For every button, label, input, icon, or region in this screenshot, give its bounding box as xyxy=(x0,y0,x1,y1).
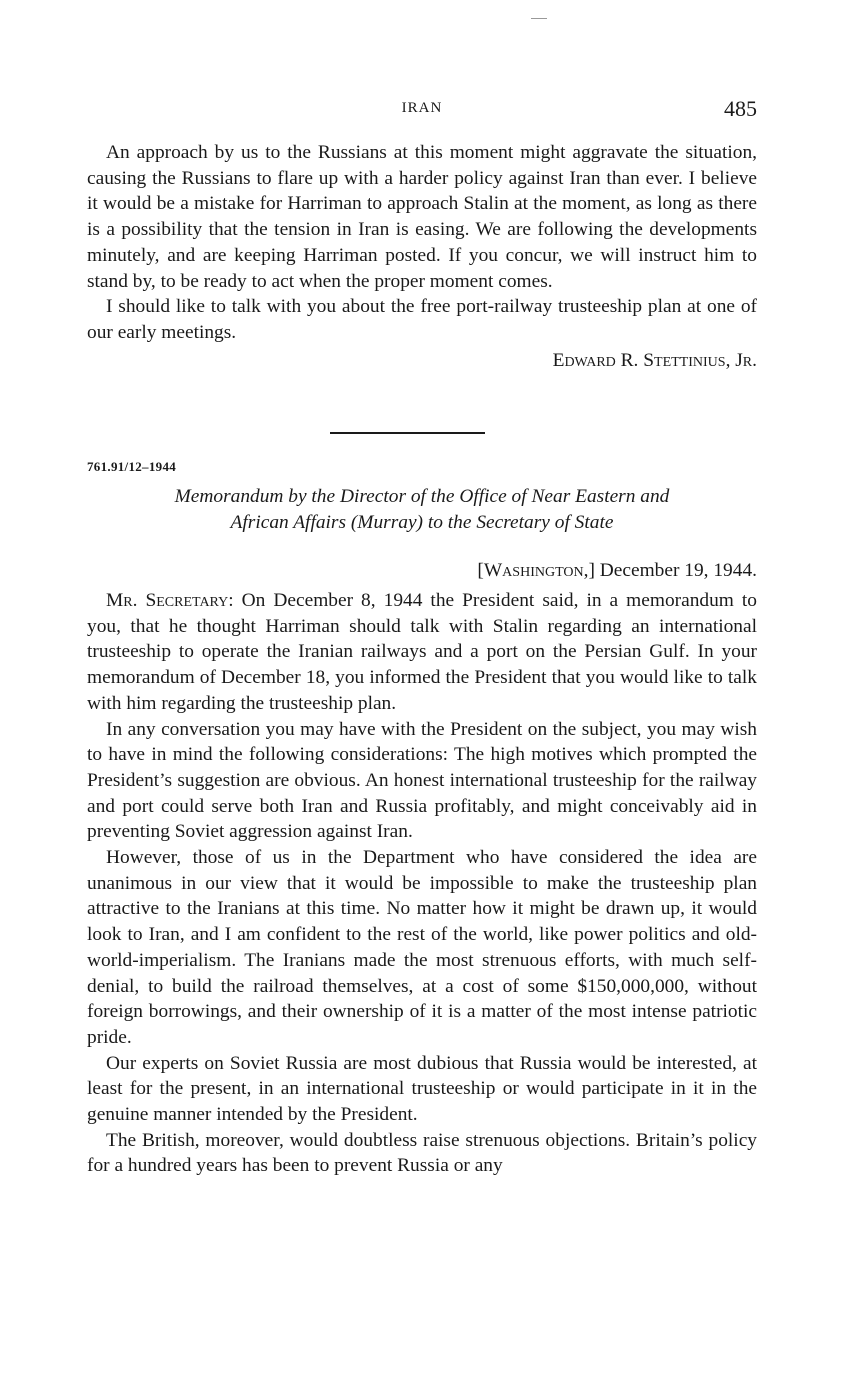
memo-paragraph: In any conversation you may have with the President on the subject, you may wish to have in mind the following considerations: The high motives which prompted the President’s suggestion are obvious. An honest international trusteeship for the railway and port could serve both Iran and Russia profitably, and might conceivably aid in preventing Soviet aggression against Iran. xyxy=(87,718,757,843)
memo-body xyxy=(87,588,757,1179)
page-number: 485 xyxy=(724,96,757,121)
file-number: 761.91/12–1944 xyxy=(87,459,177,474)
salutation: Mr. Secretary xyxy=(106,590,229,611)
dateline-place: [Washington,] xyxy=(477,560,595,581)
document-title-line: African Affairs (Murray) to the Secretary of State xyxy=(230,512,614,533)
document-title-line: Memorandum by the Director of the Office of Near Eastern and xyxy=(174,486,670,507)
memo-opening-paragraph xyxy=(87,588,757,717)
dateline-date: December 19, 1944. xyxy=(599,560,757,581)
running-head xyxy=(87,96,757,126)
document-title xyxy=(87,484,757,536)
opening-text: : On December 8, 1944 the President said, in a memorandum to you, that he thought Harriman should talk with Stalin regarding an international trusteeship to operate the Iranian railways and a port on the Persian Gulf. In your memorandum of December 18, you informed the President that you would like to talk with him regarding the trusteeship plan. xyxy=(87,590,757,714)
letter-paragraph: I should like to talk with you about the free port-railway trusteeship plan at one of our early meetings. xyxy=(87,296,757,343)
running-title: IRAN xyxy=(401,100,443,116)
top-mark xyxy=(531,18,547,19)
memo-paragraph: The British, moreover, would doubtless raise strenuous objections. Britain’s policy for a hundred years has been to prevent Russia or any xyxy=(87,1129,757,1177)
letter-paragraph: An approach by us to the Russians at this moment might aggravate the situation, causing the Russians to flare up with a harder policy against Iran than ever. I believe it would be a mistake for Harriman to approach Stalin at the moment, as long as there is a possibility that the tension in Iran is easing. We are following the developments minutely, and are keeping Harriman posted. If you concur, we will instruct him to stand by, to be ready to act when the proper moment comes. xyxy=(87,142,757,292)
dateline xyxy=(477,560,757,582)
letter-body xyxy=(87,140,757,374)
signature: Edward R. Stettinius, Jr. xyxy=(552,349,757,371)
memo-paragraph: Our experts on Soviet Russia are most dubious that Russia would be interested, at least for the present, in an international trusteeship or would participate in it in the genuine manner intended by the President. xyxy=(87,1052,757,1126)
memo-paragraph: However, those of us in the Department who have considered the idea are unanimous in our view that it would be impossible to make the trusteeship plan attractive to the Iranians at this time. No matter how it might be drawn up, it would look to Iran, and I am confident to the rest of the world, like power politics and old-world-imperialism. The Iranians made the most strenuous efforts, with much self-denial, to build the railroad themselves, at a cost of some $150,000,000, without foreign borrowings, and their ownership of it is a matter of the most intense patriotic pride. xyxy=(87,847,757,1048)
section-divider xyxy=(330,432,485,434)
